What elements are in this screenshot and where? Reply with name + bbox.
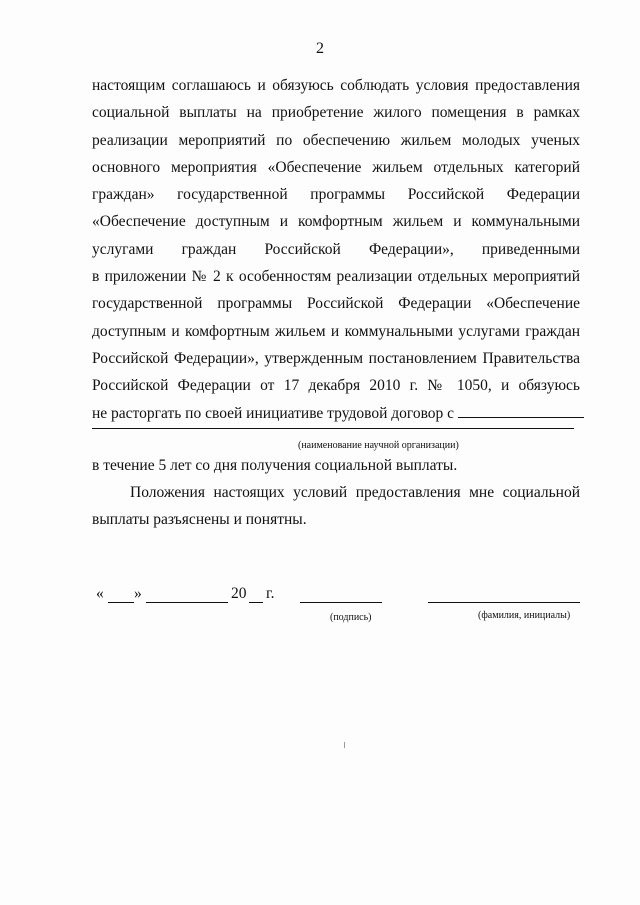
- paragraph-line: социальной выплаты на приобретение жилого помещения в рамках: [92, 104, 580, 122]
- paragraph-line: граждан» государственной программы Российской Федерации: [92, 186, 580, 204]
- second-paragraph: [92, 479, 580, 533]
- contract-line-text: не расторгать по своей инициативе трудовой договор с: [92, 404, 455, 422]
- quote-close: »: [134, 585, 142, 602]
- paragraph-line: Положения настоящих условий предоставления мне социальной: [130, 484, 580, 501]
- organization-blank-inline[interactable]: [458, 403, 584, 418]
- paragraph-line: выплаты разъяснены и понятны.: [92, 511, 307, 528]
- paragraph-line: услугами граждан Российской Федерации», приведенными: [92, 240, 580, 258]
- organization-caption: (наименование научной организации): [298, 440, 459, 451]
- page-number: 2: [316, 40, 324, 57]
- paragraph-line: Российской Федерации от 17 декабря 2010 г. № 1050, и обязуюсь: [92, 377, 580, 395]
- paragraph-line: настоящим соглашаюсь и обязуюсь соблюдать условия предоставления: [92, 77, 580, 94]
- year-prefix: 20: [231, 585, 247, 602]
- month-blank[interactable]: [146, 602, 228, 603]
- year-blank[interactable]: [249, 602, 263, 603]
- quote-open: «: [96, 585, 104, 602]
- paragraph-line: в приложении № 2 к особенностям реализации отдельных мероприятий: [92, 268, 580, 286]
- contract-line: [92, 400, 580, 427]
- term-line: в течение 5 лет со дня получения социальной выплаты.: [92, 457, 458, 474]
- paragraph-line: Российской Федерации», утвержденным постановлением Правительства: [92, 349, 580, 367]
- day-blank[interactable]: [108, 602, 134, 603]
- main-paragraph: [92, 72, 580, 427]
- name-caption: (фамилия, инициалы): [478, 610, 571, 621]
- signature-blank[interactable]: [300, 602, 382, 603]
- paragraph-line: «Обеспечение доступным и комфортным жильем и коммунальными: [92, 213, 580, 231]
- name-blank[interactable]: [428, 602, 580, 603]
- paragraph-line: основного мероприятия «Обеспечение жильем отдельных категорий: [92, 158, 580, 176]
- paragraph-line: доступным и комфортным жильем и коммунальными услугами граждан: [92, 322, 580, 340]
- organization-blank-line[interactable]: [92, 428, 574, 429]
- paragraph-line: государственной программы Российской Федерации «Обеспечение: [92, 295, 580, 313]
- signature-row: [92, 585, 580, 609]
- year-suffix: г.: [266, 585, 275, 602]
- scan-artifact: [344, 742, 345, 748]
- signature-caption: (подпись): [330, 612, 372, 623]
- paragraph-line: реализации мероприятий по обеспечению жильем молодых ученых: [92, 131, 580, 149]
